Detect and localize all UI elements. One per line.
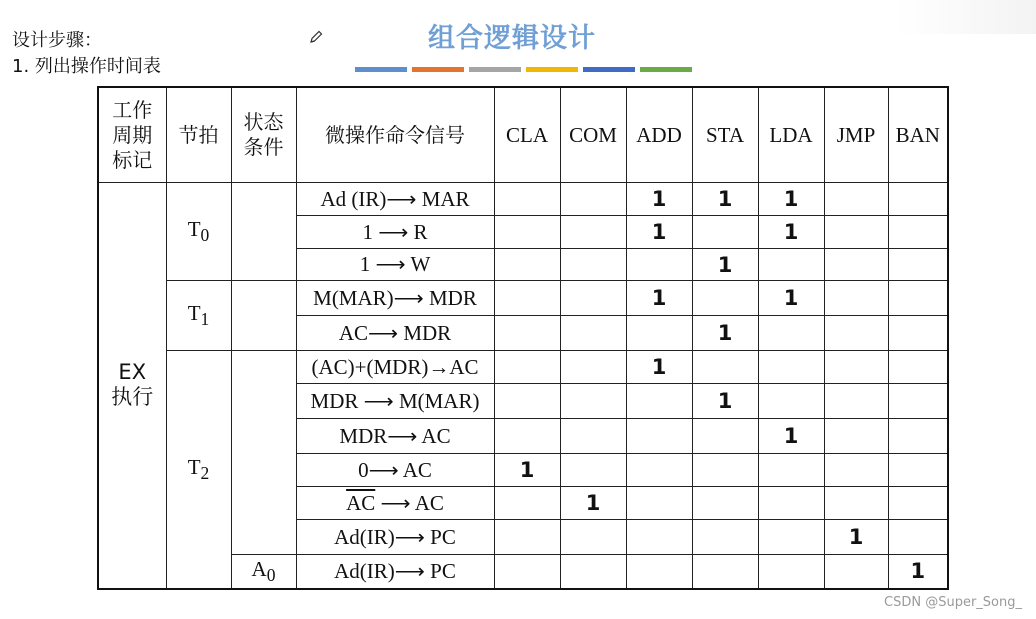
signal-cell: 1 [758,419,824,454]
signal-cell [494,419,560,454]
signal-cell [888,281,948,316]
header-col-jmp: JMP [824,87,888,183]
condition-empty-cell [231,281,296,351]
signal-cell [560,281,626,316]
header-condition-line: 条件 [243,135,284,159]
cycle-ex-line: EX [118,360,147,385]
signal-cell: 1 [692,316,758,351]
signal-cell [824,281,888,316]
signal-cell [888,216,948,249]
signal-cell [692,281,758,316]
watermark: CSDN @Super_Song_ [884,595,1022,610]
signal-cell [888,249,948,281]
signal-cell [824,487,888,520]
microop-cell: MDR ⟶ M(MAR) [296,384,494,419]
microop-cell: 0⟶ AC [296,454,494,487]
signal-cell [494,351,560,384]
beat-t0-cell [166,183,231,281]
signal-cell [494,520,560,555]
microop-cell: Ad(IR)⟶ PC [296,555,494,589]
signal-cell [888,316,948,351]
signal-cell: 1 [758,216,824,249]
steps-heading-line2: 1. 列出操作时间表 [12,56,161,77]
beat-t0-sub: 0 [200,225,210,246]
beat-t1-main: T [187,300,201,325]
signal-cell: 1 [758,183,824,216]
accent-bar [583,67,635,72]
condition-empty-cell [231,183,296,281]
signal-cell [758,351,824,384]
accent-bar [355,67,407,72]
signal-cell [692,351,758,384]
signal-cell [758,520,824,555]
signal-cell [824,351,888,384]
header-condition [231,87,296,183]
microop-cell: 1 ⟶ R [296,216,494,249]
signal-cell [494,487,560,520]
beat-t0-main: T [187,216,201,241]
signal-cell [758,555,824,589]
beat-t1-sub: 1 [200,309,210,330]
signal-cell [494,281,560,316]
signal-cell [560,555,626,589]
microop-cell: MDR⟶ AC [296,419,494,454]
signal-cell [494,216,560,249]
accent-bar [412,67,464,72]
signal-cell [560,454,626,487]
header-condition-line: 状态 [243,110,284,134]
signal-cell [560,183,626,216]
condition-a0-main: A [251,556,267,581]
header-col-add: ADD [626,87,692,183]
signal-cell [560,216,626,249]
signal-cell [824,555,888,589]
signal-cell: 1 [692,249,758,281]
signal-cell [494,555,560,589]
signal-cell [824,249,888,281]
signal-cell [824,316,888,351]
header-col-ban: BAN [888,87,948,183]
signal-cell [494,249,560,281]
condition-a0-sub: 0 [266,564,276,585]
microop-cell: (AC)+(MDR)→AC [296,351,494,384]
microop-cell: AC⟶ MDR [296,316,494,351]
signal-cell [888,351,948,384]
signal-cell: 1 [824,520,888,555]
signal-cell [494,183,560,216]
microop-cell: Ad (IR)⟶ MAR [296,183,494,216]
signal-cell: 1 [494,454,560,487]
signal-cell [560,520,626,555]
header-col-cla: CLA [494,87,560,183]
signal-cell [692,419,758,454]
signal-cell [626,520,692,555]
signal-cell [560,351,626,384]
table-row [98,281,948,316]
header-cycle-line: 标记 [112,147,153,172]
accent-bar [526,67,578,72]
signal-cell [692,555,758,589]
signal-cell [888,487,948,520]
microop-cell: 1 ⟶ W [296,249,494,281]
signal-cell [758,249,824,281]
signal-cell [626,316,692,351]
operation-time-table [97,86,949,590]
steps-heading [12,28,161,80]
signal-cell [560,249,626,281]
signal-cell: 1 [626,281,692,316]
microop-cell: M(MAR)⟶ MDR [296,281,494,316]
signal-cell: 1 [626,351,692,384]
header-beat: 节拍 [166,87,231,183]
cycle-ex-line: 执行 [111,385,154,410]
beat-t2-sub: 2 [200,462,210,483]
condition-a0-cell [231,555,296,589]
signal-cell [888,419,948,454]
signal-cell: 1 [758,281,824,316]
signal-cell [494,316,560,351]
signal-cell [824,454,888,487]
signal-cell [758,487,824,520]
signal-cell [888,520,948,555]
signal-cell: 1 [692,384,758,419]
signal-cell: 1 [888,555,948,589]
cycle-ex-cell [98,183,166,589]
header-col-sta: STA [692,87,758,183]
accent-bar [640,67,692,72]
signal-cell [560,419,626,454]
signal-cell [888,384,948,419]
slide-title: 组合逻辑设计 [428,23,596,54]
signal-cell [888,183,948,216]
accent-bar [469,67,521,72]
signal-cell [692,216,758,249]
table-row [98,183,948,216]
microop-cell [296,487,494,520]
signal-cell [692,520,758,555]
condition-empty-cell [231,351,296,555]
signal-cell: 1 [560,487,626,520]
signal-cell: 1 [626,216,692,249]
signal-cell [824,419,888,454]
signal-cell [626,454,692,487]
header-cycle-line: 周期 [112,122,153,147]
accent-bars [355,67,692,72]
signal-cell [560,316,626,351]
corner-shade [896,0,1036,34]
header-col-com: COM [560,87,626,183]
beat-t1-cell [166,281,231,351]
signal-cell [560,384,626,419]
microop-overline-part: $\overline{AC}$ [346,490,376,515]
microop-cell: Ad(IR)⟶ PC [296,520,494,555]
signal-cell [626,249,692,281]
signal-cell [758,316,824,351]
header-col-lda: LDA [758,87,824,183]
signal-cell [824,384,888,419]
signal-cell [758,384,824,419]
signal-cell [626,419,692,454]
table-header-row [98,87,948,183]
signal-cell [692,487,758,520]
beat-t2-cell [166,351,231,589]
signal-cell [758,454,824,487]
signal-cell [626,555,692,589]
signal-cell [692,454,758,487]
signal-cell: 1 [626,183,692,216]
pencil-icon[interactable] [308,29,324,45]
signal-cell [626,487,692,520]
header-cycle-mark [98,87,166,183]
signal-cell [626,384,692,419]
signal-cell [824,183,888,216]
table-row [98,351,948,384]
signal-cell [494,384,560,419]
signal-cell [888,454,948,487]
signal-cell: 1 [692,183,758,216]
signal-cell [824,216,888,249]
beat-t2-main: T [187,454,201,479]
header-microop: 微操作命令信号 [296,87,494,183]
steps-heading-line1: 设计步骤： [12,30,102,51]
microop-rest-part: ⟶ AC [375,490,444,515]
header-cycle-line: 工作 [112,97,153,122]
